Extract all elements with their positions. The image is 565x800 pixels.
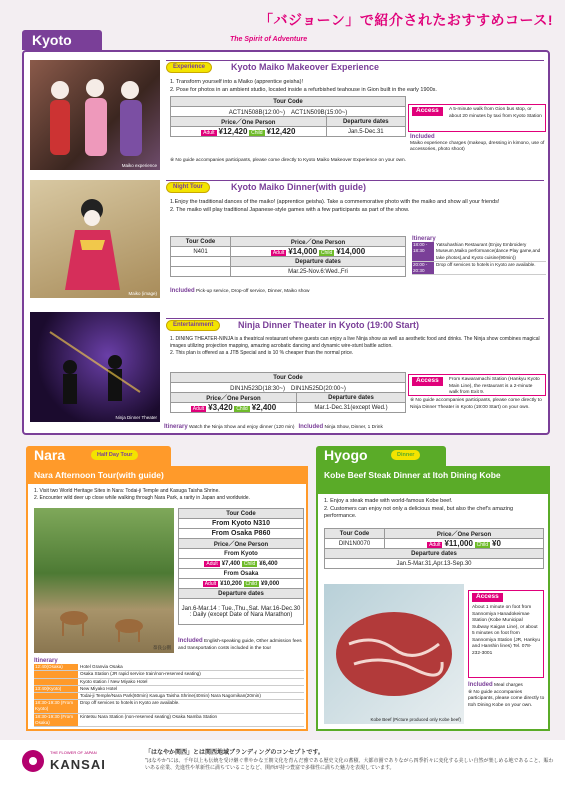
kyoto-section [22, 50, 550, 435]
included-text: Meal charges [494, 683, 523, 688]
itinerary-time: 18:30-19:30 (From Kyoto) [34, 700, 78, 712]
hyogo-description [324, 498, 544, 521]
child-badge: Child [476, 542, 489, 548]
hyogo-included [468, 682, 546, 709]
tour-codes: ACT1N508B(12:00~) ACT1N509B(15:00~) [171, 107, 406, 117]
itinerary-text: Watch the Ninja Show and enjoy dinner (120 min) [189, 425, 295, 430]
nara-title: Nara Afternoon Tour(with guide) [34, 470, 164, 480]
itinerary-time: 18:00 - 18:30 [412, 242, 434, 261]
itinerary-text: Drop off services to hotels in Kyoto are available. [80, 700, 180, 706]
adult-badge: Adult [429, 542, 441, 548]
half-day-tag: Half Day Tour [91, 450, 138, 460]
makeover-note: ※ No guide accompanies participants, please come directly to Kyoto Maiko Makeover Experience on your own. [170, 158, 406, 163]
itinerary-row [34, 686, 304, 693]
dates-header: Departure dates [326, 117, 405, 127]
price-header: Price／One Person [171, 117, 327, 127]
price-header: Price／One Person [171, 393, 297, 403]
itinerary-text: Osaka Station (JR rapid service train/non-reserved seating) [80, 671, 201, 677]
ninja-note: ※ No guide accompanies participants, please come directly to Ninja Dinner Theater in Kyoto (19:00 Start) on your own. [410, 398, 542, 410]
adult-price: ¥14,000 [288, 247, 318, 256]
itinerary-time: 18:30-19:30 (From Osaka) [34, 714, 78, 726]
included-text: Pick-up service, Drop-off service, Dinner, Maiko show [196, 289, 310, 294]
hyogo-region-name: Hyogo [324, 447, 368, 463]
price-header: Price／One Person [385, 529, 544, 539]
logo-tagline: THE FLOWER OF JAPAN [50, 750, 97, 755]
footer-line: "はなやか"には、千年以上も伝統を受け継ぐ華やかな王朝文化を育んだ雅である歴史文化の蓄積、大都市圏でありながら四季折々に変化する美しい自然が楽しめる地であること、賑わいある産業、先進性や革新性に満ちていることなど、関西が持つ豊富で多様性に満ちた魅力を表現しています。 [145, 757, 554, 771]
access-text: A 5-minute walk from Gion bus stop, or about 20 minutes by taxi from Kyoto Station [449, 107, 542, 119]
access-tag: Access [412, 377, 443, 386]
itinerary-time: 13:40(Kyoto) [34, 686, 78, 692]
included-label: Included [468, 682, 493, 688]
makeover-included [410, 134, 546, 154]
maiko-dinner-photo [30, 180, 160, 298]
desc-line: 1.Enjoy the traditional dances of the maiko! (apprentice geisha). Take a commemorative photo with the maiko and show all your friends! [170, 199, 500, 205]
itinerary-row [34, 679, 304, 686]
from-kyoto-label: From Kyoto [179, 549, 304, 559]
kobe-beef-photo [324, 584, 464, 724]
adult-badge: Adult [272, 250, 285, 256]
nara-description [34, 488, 304, 502]
price-cell [385, 539, 544, 549]
desc-line: 1. DINING THEATER-NINJA is a theatrical restaurant where guests can enjoy a live Ninja show as well as aesthetic food and drinks. The Ninja show combines magical images utilizing projection mapping, amazing acrobatic dancing and dynamic wire-stunt battle action. [170, 336, 540, 349]
desc-line: 1. Enjoy a steak made with world-famous Kobe beef. [324, 498, 453, 504]
makeover-access [408, 104, 546, 132]
included-text: Ninja Show, Dinner, 1 Drink [324, 425, 383, 430]
itinerary-text: Hotel Granvia Osaka [80, 664, 123, 670]
nara-section [26, 466, 308, 731]
dinner-itinerary [412, 236, 546, 275]
desc-line: 2. Customers can enjoy not only a delicious meal, but also the chef's amazing performance. [324, 505, 514, 519]
itinerary-row [34, 714, 304, 727]
itinerary-text: Kintetsu Nara Station (non-reserved seating) Osaka Namba Station [80, 713, 218, 719]
desc-line: 2. The maiko will play traditional Japanese-style games with a few participants as part of the show. [170, 207, 410, 213]
ninja-stage-image [30, 312, 160, 422]
hyogo-access [468, 590, 544, 678]
dates-value: Mar.1-Dec.31(except Wed.) [296, 403, 405, 413]
desc-line: 2. Encounter wild deer up close while walking through Nara Park, a rarity in Japan and worldwide. [34, 495, 250, 501]
ninja-description [170, 336, 544, 357]
flower-icon [20, 748, 46, 774]
dates-header: Departure dates [325, 549, 544, 559]
tour-code: DIN1N0070 [325, 539, 385, 549]
included-label: Included [170, 288, 195, 294]
price-cell [171, 127, 327, 137]
tour-code-header: Tour Code [171, 97, 406, 107]
makeover-table [170, 96, 406, 137]
hyogo-table [324, 528, 544, 569]
dates-value: Jan.5-Mar.31,Apr.13-Sep.30 [325, 559, 544, 569]
included-label: Included [178, 638, 203, 644]
tour-code-header: Tour Code [171, 237, 231, 247]
itinerary-row [34, 664, 304, 671]
access-text: From Kawaramachi Station (Hankyu Kyoto Main Line), the restaurant is a 2-minute walk from Exit 9. [449, 377, 540, 395]
dinner-tag: Dinner [391, 450, 420, 460]
tour-code-kyoto: From Kyoto N310 [179, 519, 304, 529]
ninja-itinerary [164, 424, 544, 432]
maiko-dancer-image [30, 180, 160, 298]
night-tour-tag: Night Tour [166, 182, 210, 193]
itinerary-row [34, 700, 304, 713]
dinner-table [170, 236, 406, 277]
tour-code: N401 [171, 247, 231, 257]
photo-caption: Maiko (image) [128, 291, 157, 296]
desc-line: 1. Visit two World Heritage Sites in Nara: Todai-ji Temple and Kasuga Taisha Shrine. [34, 488, 220, 494]
itinerary-label: Itinerary [164, 424, 188, 430]
hyogo-note: ※ No guide accompanies participants, please come directly to Itoh Dining Kobe on your own. [468, 689, 545, 708]
dinner-title: Kyoto Maiko Dinner(with guide) [231, 182, 366, 192]
child-badge: Child [243, 560, 256, 567]
price-header: Price／One Person [231, 237, 406, 247]
footer-line: 「はなやか関西」とは関西地域ブランディングのコンセプトです。 [145, 750, 324, 756]
tour-code-header: Tour Code [325, 529, 385, 539]
included-text: English-speaking guide, Other admission fees and transportation costs included in the tour [178, 639, 302, 651]
dates-header: Departure dates [296, 393, 405, 403]
adult-badge: Adult [204, 580, 217, 587]
child-price: ¥9,000 [260, 580, 280, 587]
child-price: ¥0 [492, 539, 501, 548]
from-osaka-label: From Osaka [179, 569, 304, 579]
adult-price: ¥10,200 [220, 580, 242, 587]
spirit-subtitle: The Spirit of Adventure [230, 36, 308, 43]
hyogo-section [316, 466, 550, 731]
dinner-description [170, 198, 540, 214]
itinerary-row [34, 693, 304, 700]
child-badge: Child [251, 130, 263, 136]
ninja-header [166, 318, 544, 332]
itinerary-time [34, 693, 78, 699]
photo-caption: Maiko experience [121, 163, 157, 168]
makeover-header [166, 60, 544, 74]
itinerary-time [34, 671, 78, 677]
desc-line: 2. This plan is offered as a JTB Special and is 10 % cheaper than the normal price. [170, 350, 354, 356]
access-text: About 1 minute on foot from Sannomiya Hanadokeimae Station (Kobe Municipal Subway Kaigan Line), or about 5 minutes on foot from Sannomiya Station (JR, Hankyu and Hanshin lines) Tel. 078-232-3001 [472, 605, 540, 656]
child-price: ¥12,420 [266, 127, 296, 136]
adult-badge: Adult [192, 406, 205, 412]
photo-caption: Kobe Beef (Picture produced only Kobe beef) [370, 717, 461, 722]
included-label: Included [298, 424, 324, 430]
region-tab-kyoto: Kyoto [22, 30, 102, 50]
nara-region-name: Nara [34, 447, 66, 463]
dinner-header [166, 180, 544, 194]
dates-value: Jan.6-Mar.14 : Tue.,Thu.,Sat. Mar.16-Dec.30 : Daily (except Date of Nara Marathon) [179, 599, 304, 625]
desc-line: 2. Pose for photos in an ambient studio, located inside a refurbished teahouse in Gion built in the early 1900s. [170, 87, 437, 93]
photo-caption: Ninja Dinner Theater [115, 415, 157, 420]
nara-table [178, 508, 304, 625]
included-text: Maiko experience charges (makeup, dressing in kimono, use of accessories, photo shoot) [410, 140, 545, 152]
itinerary-time: 20:00 - 20:30 [412, 262, 434, 274]
kyoto-price [179, 559, 304, 569]
dinner-included [170, 288, 406, 296]
itinerary-text: New Miyako Hotel [80, 685, 118, 691]
itinerary-row [34, 671, 304, 678]
maiko-figures-image [30, 60, 160, 170]
experience-tag: Experience [166, 62, 212, 73]
adult-price: ¥3,420 [208, 403, 233, 412]
tour-code-header: Tour Code [179, 509, 304, 519]
child-badge: Child [320, 250, 333, 256]
maiko-makeover-photo [30, 60, 160, 170]
photo-caption: 奈良公園 [153, 645, 171, 650]
adult-price: ¥11,000 [444, 539, 473, 548]
hyogo-title: Kobe Beef Steak Dinner at Itoh Dining Kobe [324, 470, 501, 480]
child-price: ¥2,400 [251, 403, 277, 412]
itinerary-text: Drop off services to hotels in Kyoto are available. [436, 261, 536, 267]
child-badge: Child [245, 580, 257, 587]
makeover-description [170, 78, 540, 94]
adult-badge: Adult [203, 130, 215, 136]
logo-text: KANSAI [50, 757, 106, 772]
ninja-title: Ninja Dinner Theater in Kyoto (19:00 Start) [238, 320, 420, 330]
itinerary-text: Yatsuhashian Restaurant (Enjoy Embroidery Museum,Maiko performance(dance Play game,and take photos),and Kyoto cuisine(90min)) [436, 242, 541, 260]
dates-header: Departure dates [179, 589, 304, 599]
kobe-beef-image [324, 584, 464, 724]
itinerary-text: Kyoto station / New Miyako Hotel [80, 678, 148, 684]
adult-price: ¥12,420 [218, 127, 248, 136]
japanese-title: 「バジョーン」で紹介されたおすすめコース! [258, 12, 553, 28]
desc-line: 1. Transform yourself into a Maiko (apprentice geisha)! [170, 79, 303, 85]
included-label: Included [410, 134, 435, 140]
ninja-table [170, 372, 406, 413]
child-price: ¥14,000 [336, 247, 366, 256]
tour-code-header: Tour Code [171, 373, 406, 383]
tour-code-osaka: From Osaka P860 [179, 529, 304, 539]
access-tag: Access [412, 107, 443, 116]
adult-price: ¥7,400 [221, 560, 241, 567]
itinerary-time [34, 679, 78, 685]
itinerary-time: 12:40(Osaka) [34, 664, 78, 670]
itinerary-row [412, 262, 546, 275]
price-header: Price／One Person [179, 539, 304, 549]
deer-image [34, 508, 174, 653]
nara-park-photo [34, 508, 174, 653]
dates-value: Mar.25-Nov.6:Wed.,Fri [231, 267, 406, 277]
itinerary-text: Todai-ji Temple/Nara Park(60min) Kasuga Taisha Shrine(40min) Nara Nagomikan(20min) [80, 693, 261, 699]
itinerary-row [412, 242, 546, 262]
region-tab-hyogo [316, 446, 446, 466]
price-cell [231, 247, 406, 257]
ninja-access [408, 374, 546, 396]
hyogo-title-bar [318, 468, 548, 494]
entertainment-tag: Entertainment [166, 320, 220, 331]
price-cell [171, 403, 297, 413]
footer-text [145, 750, 555, 773]
access-tag: Access [472, 593, 503, 602]
region-tab-nara [26, 446, 171, 466]
makeover-title: Kyoto Maiko Makeover Experience [231, 62, 380, 72]
dates-value: Jan.5-Dec.31 [326, 127, 405, 137]
child-price: ¥6,400 [259, 560, 278, 567]
nara-included [178, 638, 304, 652]
nara-title-bar [28, 468, 306, 484]
itinerary-label: Itinerary [34, 658, 58, 664]
ninja-photo [30, 312, 160, 422]
itinerary-label: Itinerary [412, 236, 436, 242]
child-badge: Child [236, 406, 248, 412]
dates-header: Departure dates [231, 257, 406, 267]
nara-itinerary [34, 658, 304, 727]
adult-badge: Adult [206, 560, 218, 567]
osaka-price [179, 579, 304, 589]
tour-codes: DIN1N523D(18:30~) DIN1N525D(20:00~) [171, 383, 406, 393]
